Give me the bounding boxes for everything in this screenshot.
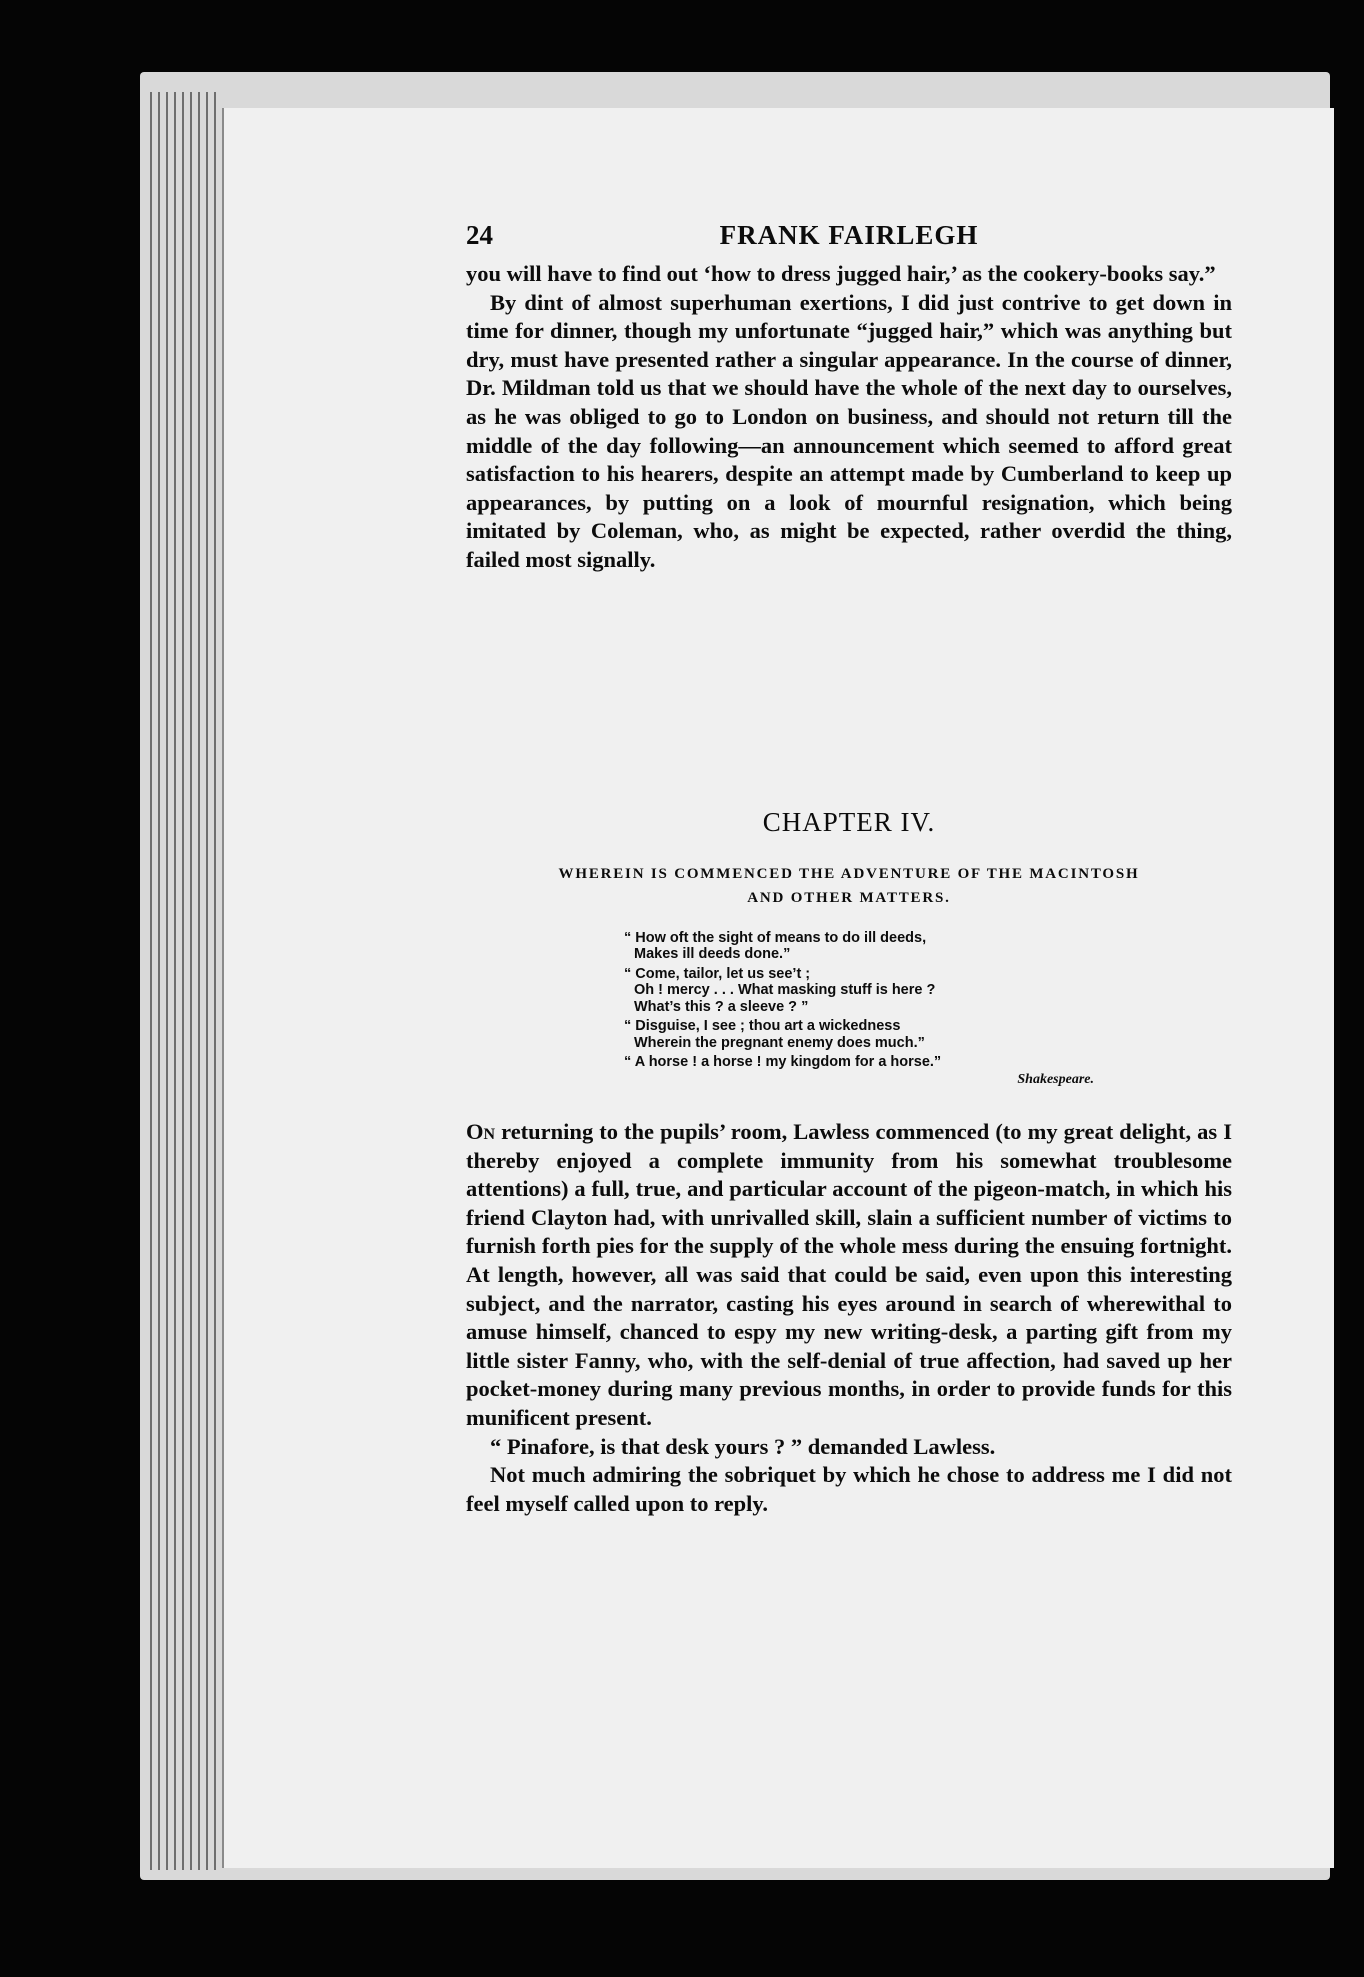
page-edge: [182, 92, 184, 1870]
page-edge: [166, 92, 168, 1870]
page-edge: [150, 92, 152, 1870]
page-edge: [198, 92, 200, 1870]
paragraph: you will have to find out ‘how to dress jugged hair,’ as the cookery-books say.”: [466, 261, 1216, 286]
chapter-body: [466, 1118, 1232, 1518]
epigraph-stanza: [624, 966, 1124, 1016]
epigraph-line: “ How oft the sight of means to do ill deeds,: [624, 929, 927, 946]
chapter-heading: CHAPTER IV.: [762, 806, 936, 837]
epigraph-line: “ Come, tailor, let us see’t ;: [624, 965, 811, 982]
paragraph: Not much admiring the sobriquet by which he chose to address me I did not feel myself called upon to reply.: [466, 1462, 1232, 1516]
page-edge: [214, 92, 216, 1870]
chapter-subtitle-line: AND OTHER MATTERS.: [747, 889, 951, 906]
book-title: FRANK FAIRLEGH: [719, 220, 979, 250]
epigraph-line: “ Disguise, I see ; thou art a wickedness: [624, 1018, 901, 1035]
page-number: 24: [466, 220, 493, 250]
epigraph-stanza: [624, 1054, 1124, 1071]
page-edge: [158, 92, 160, 1870]
lead-word: On: [466, 1119, 496, 1145]
paragraph: “ Pinafore, is that desk yours ? ” demanded Lawless.: [490, 1433, 996, 1459]
epigraph-attribution: Shakespeare.: [1017, 1071, 1094, 1087]
running-head: [466, 220, 1232, 260]
page-edge: [206, 92, 208, 1870]
epigraph-stanza: [624, 1018, 1124, 1051]
epigraph-line: “ A horse ! a horse ! my kingdom for a horse.”: [624, 1054, 942, 1071]
epigraph: [624, 930, 1124, 1089]
paragraph: By dint of almost superhuman exertions, I did just contrive to get down in time for dinner, though my unfortunate “jugged hair,” which was anything but dry, must have presented rather a singular appearance. In the course of dinner, Dr. Mildman told us that we should have the whole of the next day to ourselves, as he was obliged to go to London on business, and should not return till the middle of the day following—an announcement which seemed to afford great satisfaction to his hearers, despite an attempt made by Cumberland to keep up appearances, by putting on a look of mournful resignation, which being imitated by Coleman, who, as might be expected, rather overdid the thing, failed most signally.: [466, 289, 1232, 572]
epigraph-line: Oh ! mercy . . . What masking stuff is here ?: [634, 982, 936, 999]
paragraph: [466, 1118, 1232, 1433]
chapter-subtitle: [466, 862, 1232, 910]
paragraph-text: returning to the pupils’ room, Lawless commenced (to my great delight, as I thereby enjoyed a complete immunity from his somewhat troublesome attentions) a full, true, and particular account of the pigeon-match, in which his friend Clayton had, with unrivalled skill, slain a sufficient number of victims to furnish forth pies for the supply of the whole mess during the ensuing fortnight. At length, however, all was said that could be said, even upon this interesting subject, and the narrator, casting his eyes around in search of wherewithal to amuse himself, chanced to espy my new writing-desk, a parting gift from my little sister Fanny, who, with the self-denial of true affection, had saved up her pocket-money during many previous months, in order to provide funds for this munificent present.: [466, 1119, 1232, 1430]
epigraph-line: What’s this ? a sleeve ? ”: [634, 998, 809, 1015]
epigraph-line: Wherein the pregnant enemy does much.”: [634, 1034, 925, 1051]
page-content: [466, 220, 1232, 1518]
epigraph-line: Makes ill deeds done.”: [634, 946, 791, 963]
page-edge: [174, 92, 176, 1870]
page-edge: [190, 92, 192, 1870]
epigraph-stanza: [624, 930, 1124, 963]
chapter-subtitle-line: WHEREIN IS COMMENCED THE ADVENTURE OF THE MACINTOSH: [558, 865, 1140, 882]
